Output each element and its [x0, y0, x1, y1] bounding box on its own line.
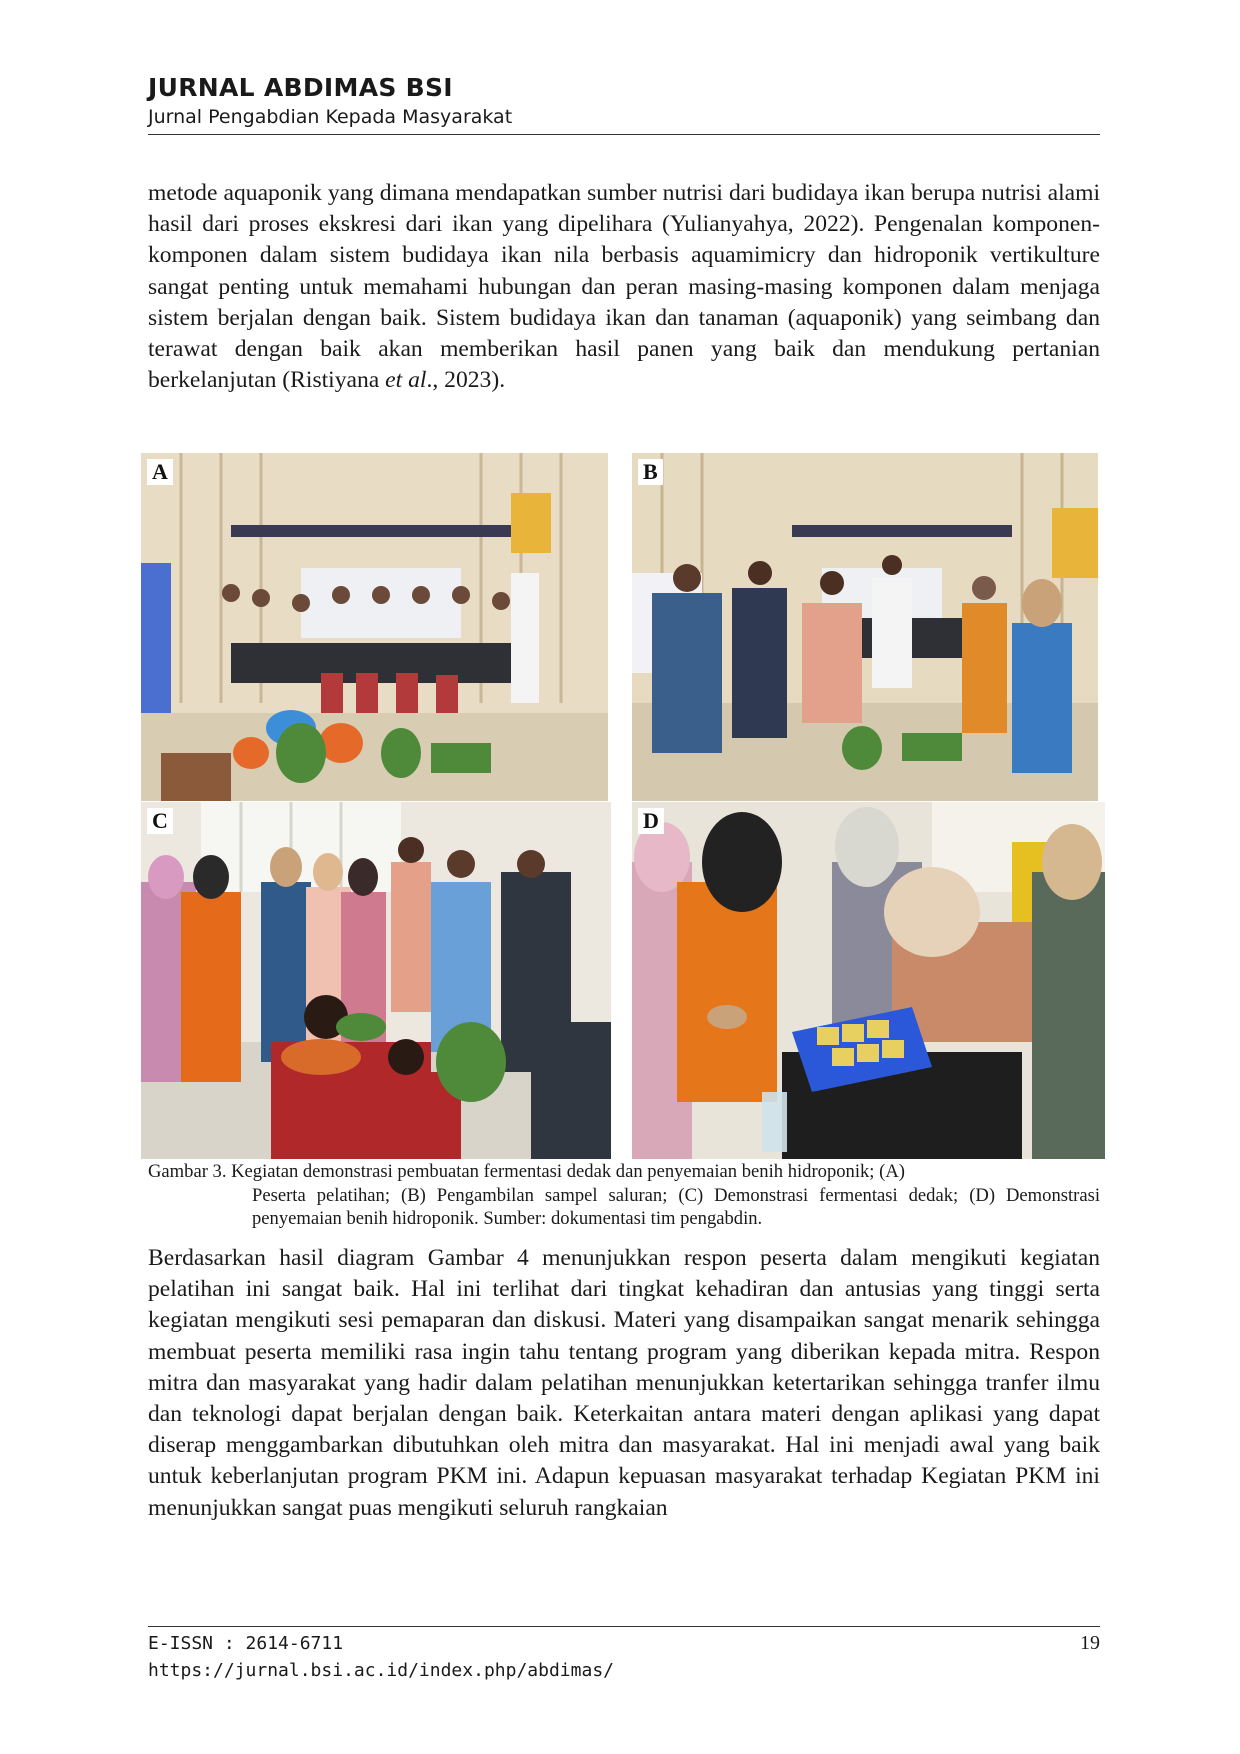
caption-continuation: Peserta pelatihan; (B) Pengambilan sampel saluran; (C) Demonstrasi fermentasi dedak; (D) Demonstrasi penyemaian benih hidroponik. Sumber: dokumentasi tim pengabdin. — [252, 1184, 1100, 1230]
photo-label-d: D — [638, 808, 664, 834]
paragraph-text-end: ., 2023). — [426, 367, 506, 394]
page-header — [148, 72, 1100, 130]
body-paragraph-1 — [148, 178, 1100, 396]
figure-3 — [141, 451, 1105, 1159]
body-paragraph-2: Berdasarkan hasil diagram Gambar 4 menunjukkan respon peserta dalam mengikuti kegiatan pelatihan ini sangat baik. Hal ini terlihat dari tingkat kehadiran dan antusias yang tinggi serta kegiatan mengikuti sesi pemaparan dan diskusi. Materi yang disampaikan sangat menarik sehingga membuat peserta memiliki rasa ingin tahu tentang program yang diberikan kepada mitra. Respon mitra dan masyarakat yang hadir dalam pelatihan menunjukkan ketertarikan sehingga tranfer ilmu dan teknologi dapat berjalan dengan baik. Keterkaitan antara materi dengan aplikasi yang dapat diserap menggambarkan dibutuhkan oleh mitra dan masyarakat. Hal ini menjadi awal yang baik untuk keberlanjutan program PKM ini. Adapun kepuasan masyarakat terhadap Kegiatan PKM ini menunjukkan sangat puas mengikuti seluruh rangkaian — [148, 1245, 1100, 1521]
footer-divider — [148, 1626, 1100, 1627]
journal-url[interactable]: https://jurnal.bsi.ac.id/index.php/abdimas/ — [148, 1660, 614, 1681]
caption-first-line: Gambar 3. Kegiatan demonstrasi pembuatan fermentasi dedak dan penyemaian benih hidroponik; (A) — [148, 1161, 905, 1182]
photo-b — [632, 453, 1098, 801]
photo-label-a: A — [147, 459, 173, 485]
journal-title: JURNAL ABDIMAS BSI — [148, 73, 453, 102]
photo-c — [141, 802, 611, 1159]
figure-caption — [148, 1160, 1100, 1231]
photo-label-b: B — [638, 459, 663, 485]
citation-italic: et al — [385, 367, 427, 394]
issn: E-ISSN : 2614-6711 — [148, 1633, 344, 1654]
page-number: 19 — [1080, 1632, 1100, 1654]
page-footer — [148, 1630, 1100, 1684]
photo-a — [141, 453, 608, 801]
paragraph-text: metode aquaponik yang dimana mendapatkan sumber nutrisi dari budidaya ikan berupa nutrisi alami hasil dari proses ekskresi dari ikan yang dipelihara (Yulianyahya, 2022). Pengenalan komponen-komponen dalam sistem budidaya ikan nila berbasis aquamimicry dan hidroponik vertikulture sangat penting untuk memahami hubungan dan peran masing-masing komponen dalam menjaga sistem berjalan dengan baik. Sistem budidaya ikan dan tanaman (aquaponik) yang seimbang dan terawat dengan baik akan memberikan hasil panen yang baik dan mendukung pertanian berkelanjutan (Ristiyana — [148, 180, 1100, 394]
header-divider — [148, 134, 1100, 135]
photo-d — [632, 802, 1105, 1159]
journal-subtitle: Jurnal Pengabdian Kepada Masyarakat — [148, 106, 513, 128]
photo-label-c: C — [147, 808, 173, 834]
